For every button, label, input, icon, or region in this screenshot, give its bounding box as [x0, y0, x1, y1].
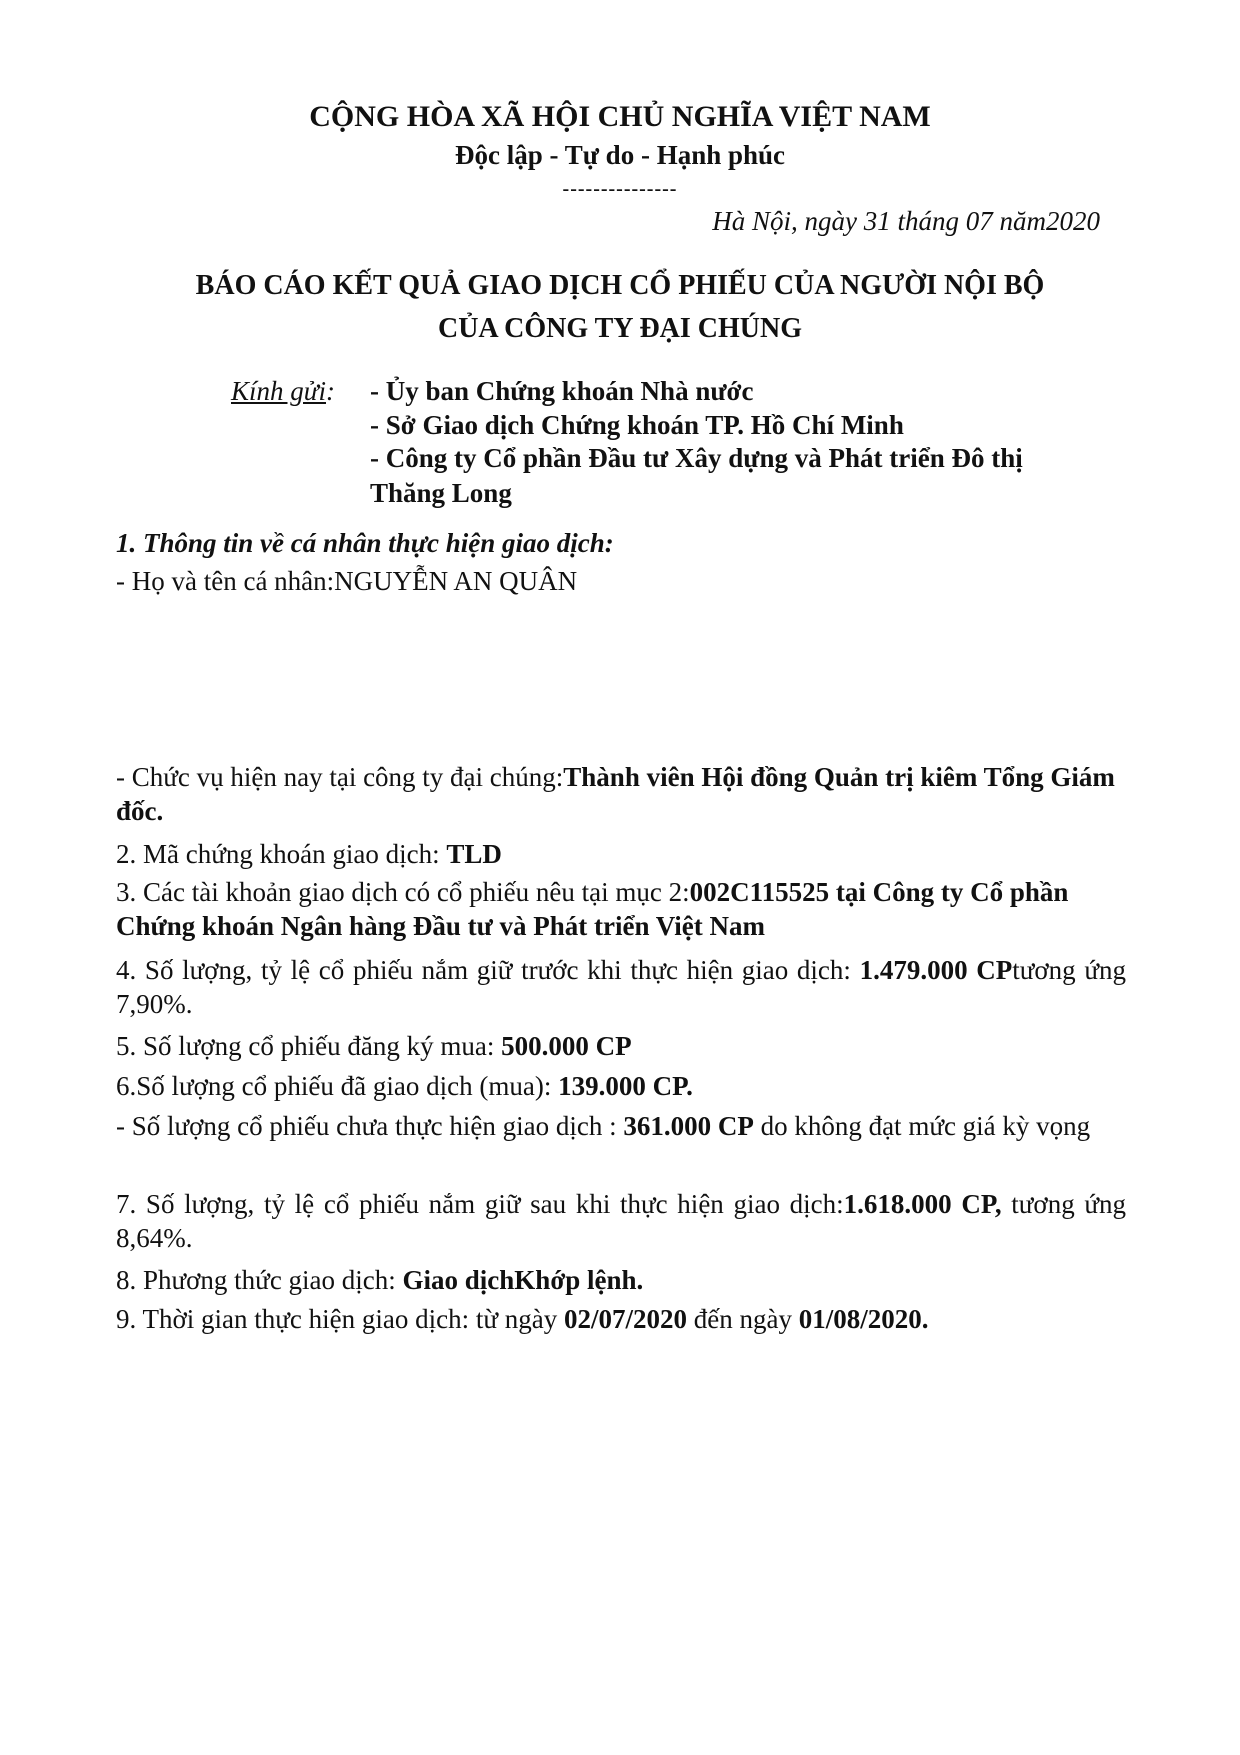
item-9-label: 9. Thời gian thực hiện giao dịch: từ ngày: [116, 1304, 564, 1334]
item-5-registered-buy: [116, 1031, 632, 1062]
item-3-label: 3. Các tài khoản giao dịch có cổ phiếu nêu tại mục 2:: [116, 877, 690, 907]
position-line: [116, 760, 1126, 828]
report-title-line-1: BÁO CÁO KẾT QUẢ GIAO DỊCH CỔ PHIẾU CỦA NGƯỜI NỘI BỘ: [195, 270, 1045, 301]
item-8-label: 8. Phương thức giao dịch:: [116, 1265, 403, 1295]
section-1-heading: 1. Thông tin về cá nhân thực hiện giao dịch:: [116, 528, 614, 558]
item-7-holdings-after: [116, 1187, 1126, 1255]
item-5-value: 500.000 CP: [501, 1031, 632, 1061]
item-8-method: [116, 1265, 643, 1296]
item-9-period: [116, 1304, 928, 1335]
item-9-mid: đến ngày: [686, 1304, 799, 1334]
item-3-accounts: [116, 875, 1126, 943]
item-4-label: 4. Số lượng, tỷ lệ cổ phiếu nắm giữ trước khi thực hiện giao dịch:: [116, 955, 860, 985]
item-4-holdings-before: [116, 953, 1126, 1021]
name-label: - Họ và tên cá nhân:: [116, 566, 335, 596]
item-4-tail: tương ứng 7,90%.: [116, 955, 1126, 1019]
recipient-item: - Công ty Cổ phần Đầu tư Xây dựng và Phát triển Đô thị: [370, 443, 1023, 473]
report-title-line-2: CỦA CÔNG TY ĐẠI CHÚNG: [437, 313, 803, 344]
name-value: NGUYỄN AN QUÂN: [334, 566, 578, 596]
recipients-label: [231, 376, 335, 407]
header-divider: ---------------: [562, 178, 678, 200]
item-6-label: 6.Số lượng cổ phiếu đã giao dịch (mua):: [116, 1071, 559, 1101]
recipients-label-text: Kính gửi: [231, 376, 326, 406]
item-3-value: 002C115525 tại Công ty Cổ phần Chứng khoán Ngân hàng Đầu tư và Phát triển Việt Nam: [116, 877, 1069, 941]
item-4-value: 1.479.000 CP: [859, 955, 1013, 985]
item-9-start-date: 02/07/2020: [563, 1304, 687, 1334]
recipient-item: Thăng Long: [370, 478, 512, 508]
national-motto: Độc lập - Tự do - Hạnh phúc: [454, 140, 786, 170]
recipient-item: - Sở Giao dịch Chứng khoán TP. Hồ Chí Minh: [370, 410, 904, 440]
item-6b-label: - Số lượng cổ phiếu chưa thực hiện giao dịch :: [116, 1111, 624, 1141]
item-8-value: Giao dịchKhớp lệnh.: [402, 1265, 644, 1295]
item-9-end-date: 01/08/2020.: [798, 1304, 929, 1334]
item-2-stock-code: [116, 839, 502, 870]
item-7-value: 1.618.000 CP,: [843, 1189, 1002, 1219]
position-label: - Chức vụ hiện nay tại công ty đại chúng:: [116, 762, 564, 792]
national-title: CỘNG HÒA XÃ HỘI CHỦ NGHĨA VIỆT NAM: [309, 100, 931, 133]
item-7-tail: tương ứng 8,64%.: [116, 1189, 1127, 1253]
recipients-label-colon: :: [326, 376, 335, 406]
item-7-label: 7. Số lượng, tỷ lệ cổ phiếu nắm giữ sau khi thực hiện giao dịch:: [116, 1189, 844, 1219]
item-5-label: 5. Số lượng cổ phiếu đăng ký mua:: [116, 1031, 502, 1061]
individual-name-line: [116, 566, 577, 597]
recipient-item: - Ủy ban Chứng khoán Nhà nước: [370, 376, 754, 406]
item-6b-value: 361.000 CP: [623, 1111, 754, 1141]
item-2-label: 2. Mã chứng khoán giao dịch:: [116, 839, 447, 869]
item-2-value: TLD: [446, 839, 502, 869]
item-6-untraded: [116, 1109, 1126, 1143]
item-6-value: 139.000 CP.: [558, 1071, 693, 1101]
date-line: Hà Nội, ngày 31 tháng 07 năm2020: [712, 206, 1100, 236]
item-6b-tail: do không đạt mức giá kỳ vọng: [753, 1111, 1091, 1141]
position-value: Thành viên Hội đồng Quản trị kiêm Tổng Giám đốc.: [116, 762, 1115, 826]
item-6-traded: [116, 1071, 693, 1102]
